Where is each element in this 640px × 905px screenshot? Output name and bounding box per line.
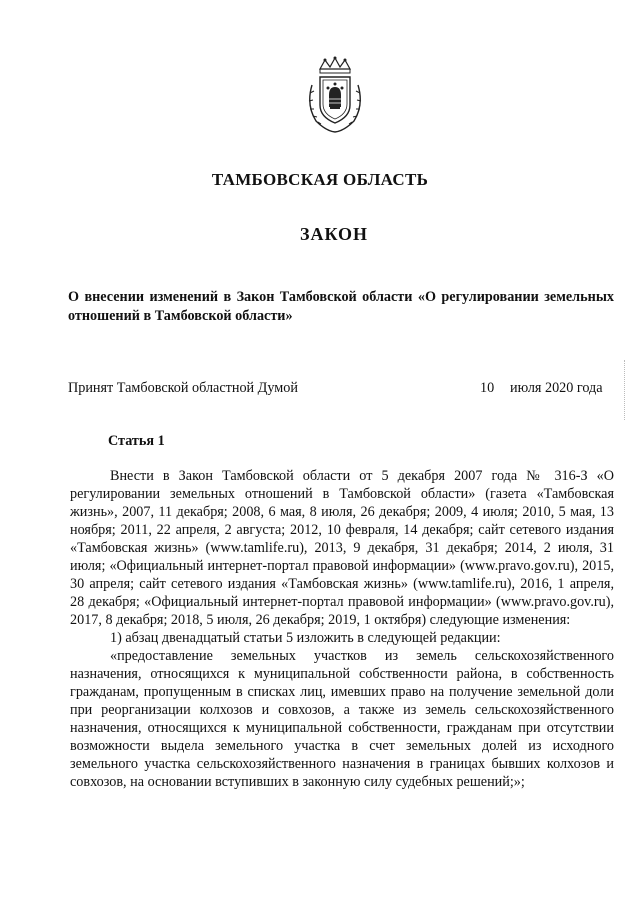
scan-margin-mark xyxy=(624,360,627,420)
document-type-heading: ЗАКОН xyxy=(299,224,369,244)
adoption-body: Принят Тамбовской областной Думой xyxy=(68,380,298,396)
adoption-day: 10 xyxy=(480,380,495,396)
region-heading: ТАМБОВСКАЯ ОБЛАСТЬ xyxy=(211,170,429,189)
paragraph: Внести в Закон Тамбовской области от 5 декабря 2007 года № 316-З «О регулировании земельных отношений в Тамбовской области» (газета «Тамбовская жизнь», 2007, 11 декабря; 2008, 6 мая, 8 июля, 26 декабря; 2009, 4 июля; 2010, 5 мая, 13 ноября; 2011, 22 апреля, 2 августа; 2012, 10 февраля, 14 декабря; сайт сетевого издания «Тамбовская жизнь» (www.tamlife.ru), 2013, 9 декабря, 31 декабря; 2014, 2 июля, 31 июля; «Официальный интернет-портал правовой информации» (www.pravo.gov.ru), 2015, 30 апреля; сайт сетевого издания «Тамбовская жизнь» (www.tamlife.ru), 2016, 1 апреля, 28 декабря; «Официальный интернет-портал правовой информации» (www.pravo.gov.ru), 2017, 8 декабря; 2018, 5 июля, 26 декабря; 2019, 1 октября) следующие изменения: xyxy=(70,468,614,628)
coat-of-arms-icon xyxy=(300,55,370,135)
paragraph: «предоставление земельных участков из земель сельскохозяйственного назначения, относящихся к муниципальной собственности района, в собственность гражданам, пропущенным в списках лиц, имевших право на получение земельной доли при реорганизации колхозов и совхозов, а также из земель сельскохозяйственного назначения, относящихся к муниципальной собственности, гражданам при отсутствии возможности выдела земельного участка в счет земельных долей из исходного земельного участка сельскохозяйственного назначения в границах бывших колхозов и совхозов, на основании вступивших в законную силу судебных решений;»; xyxy=(70,648,614,790)
article-body xyxy=(70,467,614,791)
paragraph: 1) абзац двенадцатый статьи 5 изложить в следующей редакции: xyxy=(110,630,501,646)
article-heading: Статья 1 xyxy=(108,433,165,449)
adoption-date: июля 2020 года xyxy=(510,380,603,396)
adoption-line xyxy=(68,380,614,400)
law-subject-title: О внесении изменений в Закон Тамбовской области «О регулировании земельных отношений в Тамбовской области» xyxy=(68,289,614,324)
